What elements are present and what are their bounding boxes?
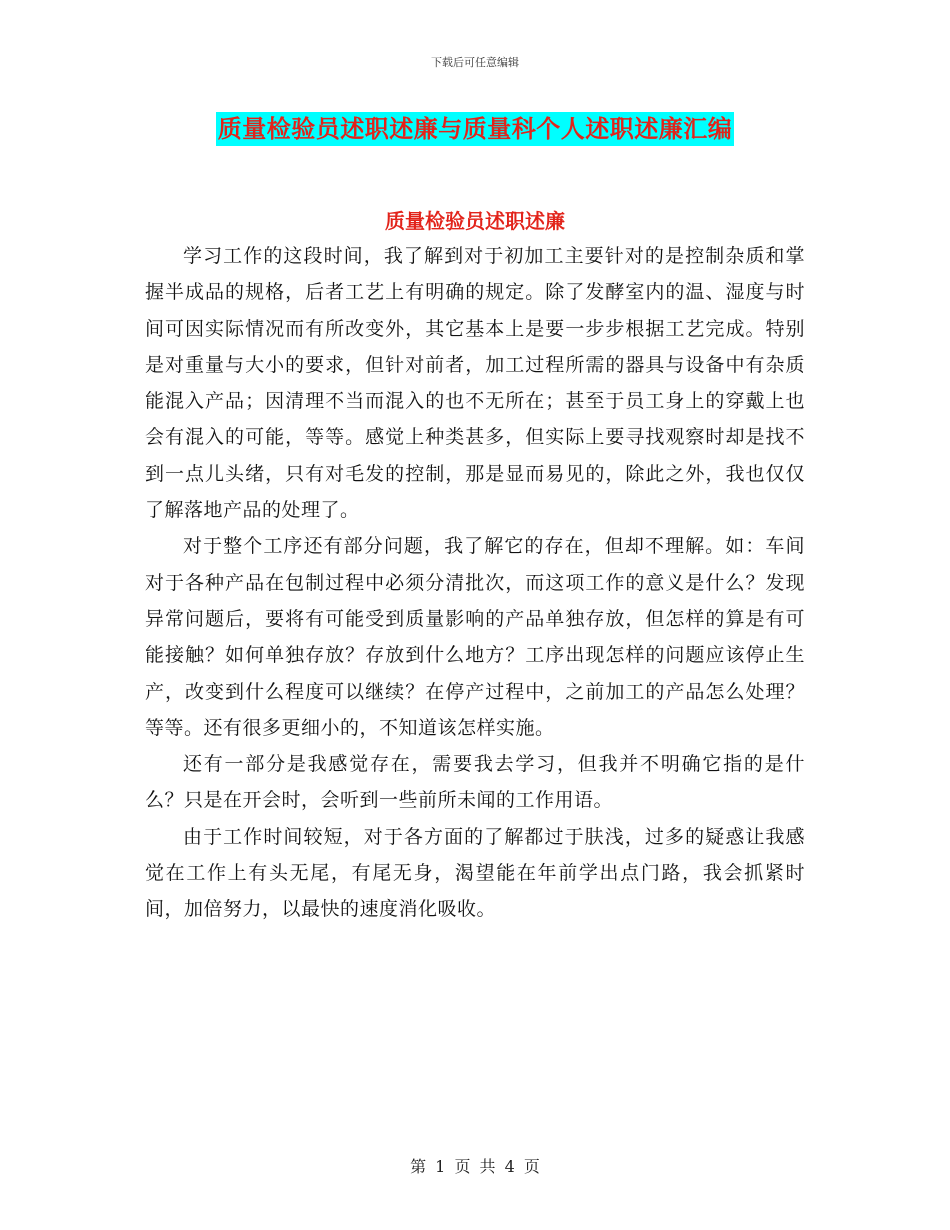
header-note: 下载后可任意编辑: [431, 56, 519, 69]
paragraph: 还有一部分是我感觉存在，需要我去学习，但我并不明确它指的是什么？只是在开会时，会听到一些前所未闻的工作用语。: [145, 753, 805, 812]
document-title: 质量检验员述职述廉与质量科个人述职述廉汇编: [216, 112, 735, 146]
paragraph: 由于工作时间较短，对于各方面的了解都过于肤浅，过多的疑惑让我感觉在工作上有头无尾，有尾无身，渴望能在年前学出点门路，我会抓紧时间，加倍努力，以最快的速度消化吸收。: [145, 825, 805, 921]
document-title-wrap: [0, 112, 950, 146]
page-footer: 第 1 页 共 4 页: [410, 1157, 540, 1176]
paragraph: 对于整个工序还有部分问题，我了解它的存在，但却不理解。如：车间对于各种产品在包制过程中必须分清批次，而这项工作的意义是什么？发现异常问题后，要将有可能受到质量影响的产品单独存放，但怎样的算是有可能接触？如何单独存放？存放到什么地方？工序出现怎样的问题应该停止生产，改变到什么程度可以继续？在停产过程中，之前加工的产品怎么处理？等等。还有很多更细小的，不知道该怎样实施。: [145, 535, 805, 739]
paragraph: 学习工作的这段时间，我了解到对于初加工主要针对的是控制杂质和掌握半成品的规格，后者工艺上有明确的规定。除了发酵室内的温、湿度与时间可因实际情况而有所改变外，其它基本上是要一步步根据工艺完成。特别是对重量与大小的要求，但针对前者，加工过程所需的器具与设备中有杂质能混入产品；因清理不当而混入的也不无所在；甚至于员工身上的穿戴上也会有混入的可能，等等。感觉上种类甚多，但实际上要寻找观察时却是找不到一点儿头绪，只有对毛发的控制，那是显而易见的，除此之外，我也仅仅了解落地产品的处理了。: [145, 245, 805, 522]
section-title: 质量检验员述职述廉: [385, 209, 565, 233]
document-body: [145, 220, 805, 928]
